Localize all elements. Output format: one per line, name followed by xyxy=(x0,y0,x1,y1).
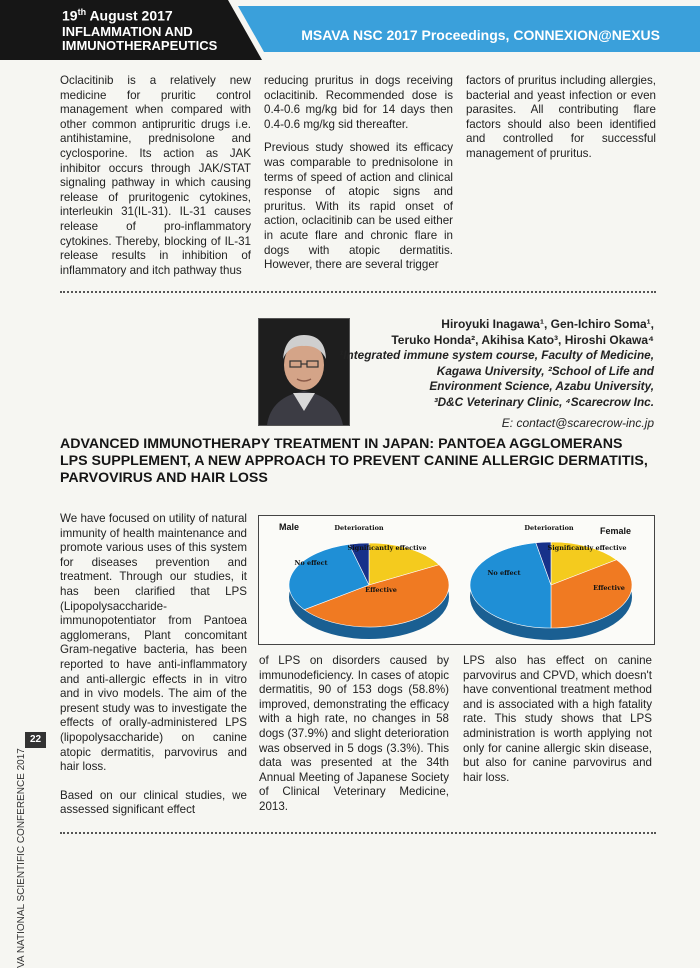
pie-charts xyxy=(259,516,654,644)
article-col-1 xyxy=(60,512,247,827)
article-col-2 xyxy=(259,654,449,824)
header-date: 19th August 2017 xyxy=(62,7,173,24)
prev-col-2-para-1: reducing pruritus in dogs receiving oclacitinib. Recommended dose is 0.4-0.6 mg/kg bid for 14 days then 0.4-0.6 mg/kg sid thereafter. xyxy=(264,74,453,131)
prev-col-2 xyxy=(264,74,453,282)
pie-chart-figure xyxy=(258,515,655,645)
article-col-2-text: of LPS on disorders caused by immunodeficiency. In cases of atopic dermatitis, 90 of 153 dogs (58.8%) improved, demonstrating the efficacy with a high rate, no changes in 58 dogs (37.9%) and slight deterioration was observed in 5 dogs (3.3%). This data was presented at the 34th Annual Meeting of Japanese Society of Clinical Veterinary Medicine, 2013. xyxy=(259,654,449,813)
pie-male-label-deterioration: Deterioration xyxy=(334,524,384,532)
article-title-line-3: PARVOVIRUS AND HAIR LOSS xyxy=(60,470,268,486)
article-col-3-text: LPS also has effect on canine parvovirus and CPVD, which doesn't have conventional treatment method and is associated with a high fatality rate. This study shows that LPS administration is worth applying not only for canine allergic skin disease, but also for canine parvovirus and hair loss. xyxy=(463,654,652,784)
side-running-text: VA NATIONAL SCIENTIFIC CONFERENCE 2017 xyxy=(16,748,27,968)
prev-col-3 xyxy=(466,74,656,171)
header-proceedings: MSAVA NSC 2017 Proceedings, CONNEXION@NEXUS xyxy=(301,27,660,43)
author-names-line-2: Teruko Honda², Akihisa Kato³, Hiroshi Okawa⁴ xyxy=(391,332,654,347)
author-names-line-1: Hiroyuki Inagawa¹, Gen-Ichiro Soma¹, xyxy=(441,317,654,331)
prev-col-2-para-2: Previous study showed its efficacy was comparable to prednisolone in terms of speed of action and clinical response of atopic signs and pruritus. With its rapid onset of action, oclacitinib can be used either in acute flare and chronic flare in dogs with atopic dermatitis. However, there are several trigger xyxy=(264,141,453,272)
pie-female xyxy=(470,524,632,640)
affiliation-line-1: ¹Integrated immune system course, Faculty of Medicine, xyxy=(339,348,654,363)
article-title-line-2: LPS SUPPLEMENT, A NEW APPROACH TO PREVENT CANINE ALLERGIC DERMATITIS, xyxy=(60,453,648,469)
pie-male-label-effective: Effective xyxy=(365,586,397,594)
pie-female-label-significantly-effective: Significantly effective xyxy=(547,544,627,552)
prev-col-1 xyxy=(60,74,251,287)
page-number: 22 xyxy=(25,732,46,748)
affiliation-line-2: Kagawa University, ²School of Life and xyxy=(436,363,654,378)
contact-email[interactable]: E: contact@scarecrow-inc.jp xyxy=(501,415,654,430)
pie-male-title: Male xyxy=(279,522,300,532)
prev-col-1-text: Oclacitinib is a relatively new medicine for pruritic control management when compared with other common antipruritic drugs i.e. antihistamine, prednisolone and cyclosporine. Its action as JAK inhibitor occurs through JAK/STAT signaling pathway in which causing release of pruritogenic cytokines, interleukin 31(IL-31). IL-31 causes release of pro-inflammatory cytokines. Thereby, blocking of IL-31 release results in inhibition of inflammatory and itch pathway thus xyxy=(60,74,251,277)
pie-female-title: Female xyxy=(599,526,631,536)
article-col-3 xyxy=(463,654,652,794)
pie-female-label-deterioration: Deterioration xyxy=(524,524,574,532)
prev-col-3-text: factors of pruritus including allergies, bacterial and yeast infection or even parasites. All contributing flare factors should also been identified and controlled for successful management of pruritus. xyxy=(466,74,656,160)
affiliation-line-4: ³D&C Veterinary Clinic, ⁴Scarecrow Inc. xyxy=(433,394,654,409)
divider-bottom xyxy=(60,832,656,834)
article-col-1-para-2: Based on our clinical studies, we assessed significant effect xyxy=(60,788,247,817)
divider-top xyxy=(60,291,656,293)
affiliation-line-3: Environment Science, Azabu University, xyxy=(429,379,654,394)
author-block xyxy=(274,317,654,431)
pie-male-label-no-effect: No effect xyxy=(294,559,328,567)
header-topic: INFLAMMATION AND IMMUNOTHERAPEUTICS xyxy=(62,24,218,53)
pie-male-label-significantly-effective: Significantly effective xyxy=(347,544,427,552)
article-col-1-para-1: We have focused on utility of natural immunity of health maintenance and promote various uses of this system for diseases prevention and treatment. Through our studies, it has been clarified that LPS (Lipopolysaccharide-immunopotentiator from Pantoea agglomerans, Plant concomitant Gram-negative bacteria, has been reported to have anti-inflammatory and anti-allergic effects in in vitro and in vivo models. The aim of the present study was to investigate the effects of orally-administered LPS (lipopolysaccharide) on canine atopic dermatitis, parvovirus and hair loss. xyxy=(60,512,247,774)
article-title-line-1: ADVANCED IMMUNOTHERAPY TREATMENT IN JAPAN: PANTOEA AGGLOMERANS xyxy=(60,436,623,452)
pie-female-label-no-effect: No effect xyxy=(487,569,521,577)
article-title xyxy=(60,436,660,487)
pie-male xyxy=(279,522,449,639)
pie-female-label-effective: Effective xyxy=(593,584,625,592)
